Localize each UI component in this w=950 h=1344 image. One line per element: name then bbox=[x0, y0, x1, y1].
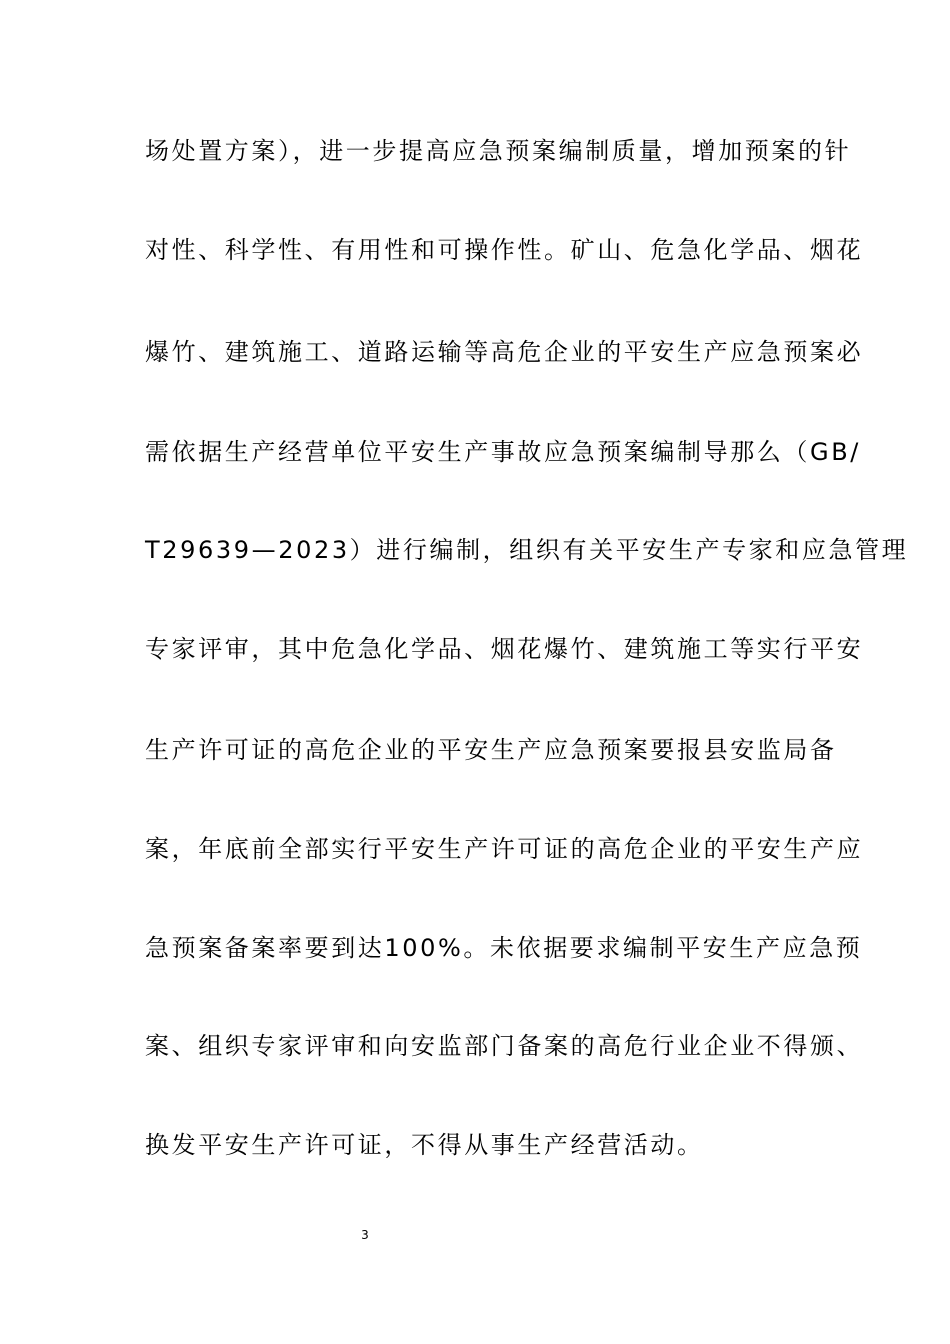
paragraph-line: 案、组织专家评审和向安监部门备案的高危行业企业不得颁、 bbox=[145, 1032, 864, 1060]
paragraph-line: 案，年底前全部实行平安生产许可证的高危企业的平安生产应 bbox=[145, 835, 864, 863]
paragraph-line: 专家评审，其中危急化学品、烟花爆竹、建筑施工等实行平安 bbox=[145, 635, 864, 663]
paragraph-line: 爆竹、建筑施工、道路运输等高危企业的平安生产应急预案必 bbox=[145, 338, 864, 366]
paragraph-line: 急预案备案率要到达100%。未依据要求编制平安生产应急预 bbox=[145, 934, 863, 962]
paragraph-line: 生产许可证的高危企业的平安生产应急预案要报县安监局备 bbox=[145, 736, 837, 764]
paragraph-line: 需依据生产经营单位平安生产事故应急预案编制导那么（GB/ bbox=[145, 438, 861, 466]
paragraph-line: 换发平安生产许可证，不得从事生产经营活动。 bbox=[145, 1131, 704, 1159]
paragraph-line: T29639—2023）进行编制，组织有关平安生产专家和应急管理 bbox=[145, 536, 909, 564]
paragraph-line: 场处置方案），进一步提高应急预案编制质量，增加预案的针 bbox=[145, 137, 852, 165]
paragraph-line: 对性、科学性、有用性和可操作性。矿山、危急化学品、烟花 bbox=[145, 236, 864, 264]
page-number: 3 bbox=[361, 1228, 369, 1242]
